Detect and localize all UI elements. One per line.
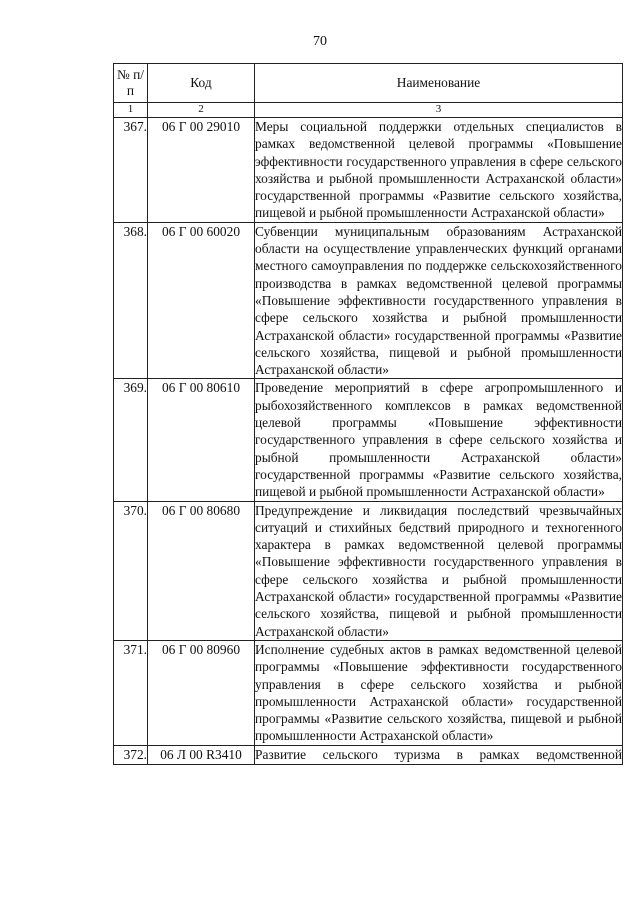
row-number: 369. xyxy=(114,379,148,501)
column-index: 2 xyxy=(148,103,255,118)
row-code: 06 Г 00 80960 xyxy=(148,640,255,745)
row-name xyxy=(255,745,623,764)
column-index: 1 xyxy=(114,103,148,118)
table-row xyxy=(114,501,623,640)
row-name: Субвенции муниципальным образованиям Астраханской области на осуществление управленческих функций органами местного самоуправления по поддержке сельскохозяйственного производства в рамках ведомственной целевой программы «Повышение эффективности государственного управления в сфере сельского хозяйства и рыбной промышленности Астраханской области» государственной программы «Развитие сельского хозяйства, пищевой и рыбной промышленности Астраханской области» xyxy=(255,223,622,378)
row-code: 06 Г 00 29010 xyxy=(148,118,255,223)
table-row xyxy=(114,222,623,379)
column-index: 3 xyxy=(255,103,623,118)
row-number: 367. xyxy=(114,118,148,223)
table-header-row xyxy=(114,64,623,103)
row-number: 370. xyxy=(114,501,148,640)
row-name: Предупреждение и ликвидация последствий чрезвычайных ситуаций и стихийных бедствий природного и техногенного характера в рамках ведомственной целевой программы «Повышение эффективности государственного управления в сфере сельского хозяйства и рыбной промышленности Астраханской области» государственной программы «Развитие сельского хозяйства, пищевой и рыбной промышленности Астраханской области» xyxy=(255,502,622,639)
column-index-row xyxy=(114,103,623,118)
row-name-text: Развитие сельского туризма в рамках ведомственной xyxy=(255,746,622,762)
row-name: Проведение мероприятий в сфере агропромышленного и рыбохозяйственного комплексов в рамках ведомственной целевой программы «Повышение эффективности государственного управления в сфере сельского хозяйства и рыбной промышленности Астраханской области» государственной программы «Развитие сельского хозяйства, пищевой и рыбной промышленности Астраханской области» xyxy=(255,380,622,500)
row-code: 06 Г 00 80680 xyxy=(148,501,255,640)
table-row xyxy=(114,379,623,501)
row-number: 368. xyxy=(114,222,148,379)
page-number: 70 xyxy=(313,34,327,49)
row-name: Меры социальной поддержки отдельных специалистов в рамках ведомственной целевой программы «Повышение эффективности государственного управления в сфере сельского хозяйства и рыбной промышленности Астраханской области» государственной программы «Развитие сельского хозяйства, пищевой и рыбной промышленности Астраханской области» xyxy=(255,119,622,221)
table-row xyxy=(114,745,623,764)
row-name: Исполнение судебных актов в рамках ведомственной целевой программы «Повышение эффективности государственного управления в сфере сельского хозяйства и рыбной промышленности Астраханской области» государственной программы «Развитие сельского хозяйства, пищевой и рыбной промышленности Астраханской области» xyxy=(255,641,622,744)
table-row xyxy=(114,118,623,223)
budget-classification-table xyxy=(113,63,623,765)
row-number: 372. xyxy=(114,745,148,764)
header-name: Наименование xyxy=(255,64,623,103)
table-row xyxy=(114,640,623,745)
row-code: 06 Л 00 R3410 xyxy=(148,745,255,764)
row-code: 06 Г 00 80610 xyxy=(148,379,255,501)
header-num: № п/п xyxy=(114,64,148,103)
header-code: Код xyxy=(148,64,255,103)
row-code: 06 Г 00 60020 xyxy=(148,222,255,379)
row-number: 371. xyxy=(114,640,148,745)
